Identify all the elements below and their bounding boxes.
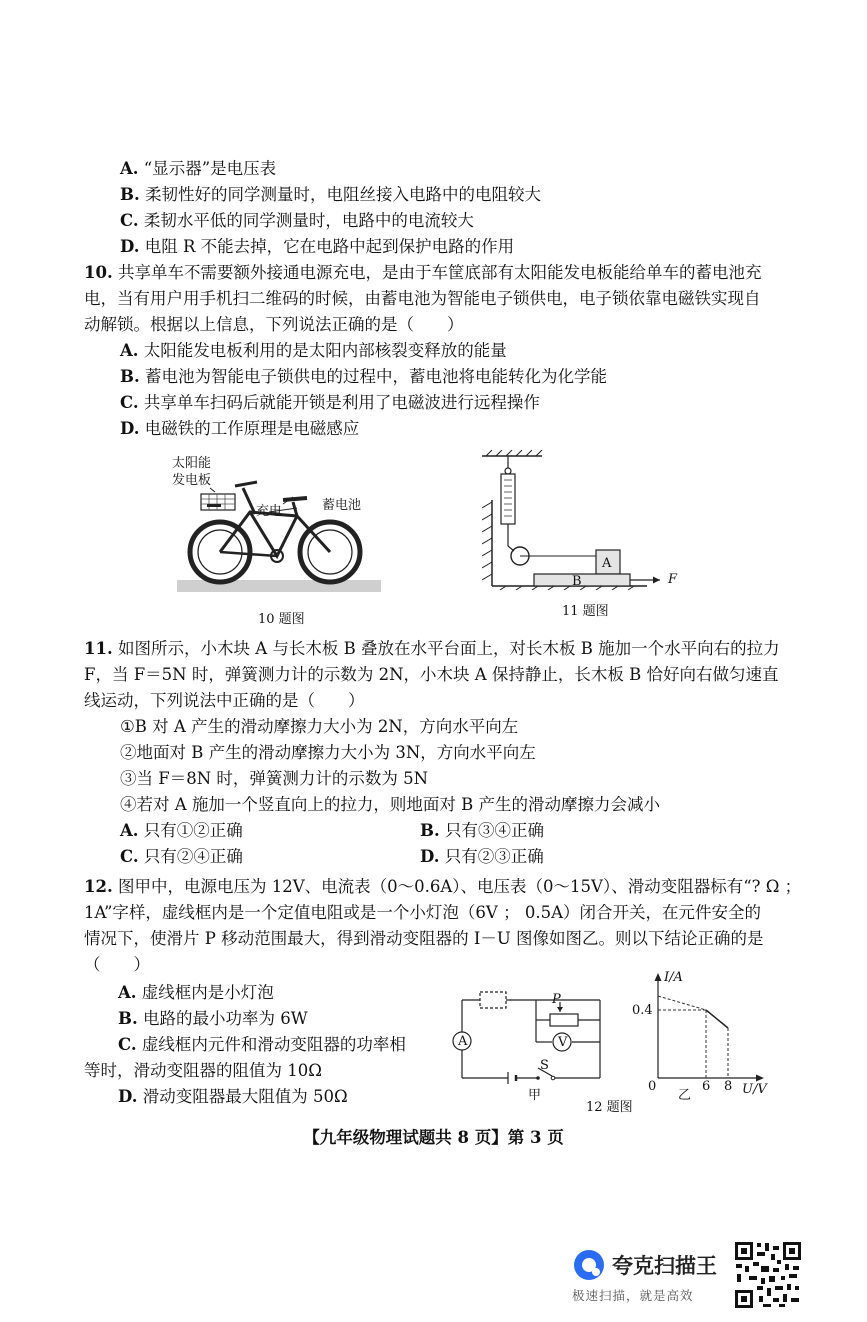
block-a-label: A bbox=[602, 556, 612, 571]
q12-option-d: D. 滑动变阻器最大阻值为 50Ω bbox=[118, 1087, 348, 1106]
board-b bbox=[534, 574, 630, 586]
q11-option-d: D. 只有②③正确 bbox=[420, 847, 544, 866]
qr-code-icon bbox=[733, 1240, 803, 1310]
q10-option-a: A. 太阳能发电板利用的是太阳内部核裂变释放的能量 bbox=[120, 341, 507, 360]
q11-statement-3: ③当 F＝8N 时，弹簧测力计的示数为 5N bbox=[120, 769, 429, 788]
q10-stem-line-3: 动解锁。根据以上信息，下列说法正确的是（ ） bbox=[84, 315, 464, 334]
q9-option-c: C. 柔韧水平低的同学测量时，电路中的电流较大 bbox=[120, 211, 474, 230]
dashed-box bbox=[480, 992, 506, 1008]
q12-stem-line-1: 12. 图甲中，电源电压为 12V、电流表（0～0.6A）、电压表（0～15V）、滑动变阻器标有“? Ω ； bbox=[84, 877, 802, 896]
graph-label: 乙 bbox=[678, 1088, 692, 1103]
q12-option-c-cont: 等时，滑动变阻器的阻值为 10Ω bbox=[84, 1061, 322, 1080]
q12-option-a: A. 虚线框内是小灯泡 bbox=[118, 983, 274, 1002]
q12-stem-line-4: （ ） bbox=[84, 955, 150, 974]
x-axis-label: U/V bbox=[742, 1082, 767, 1097]
bicycle-battery-label: 蓄电池 bbox=[322, 498, 362, 513]
bicycle-charge-label: 充电 bbox=[256, 504, 283, 519]
q11-option-c: C. 只有②④正确 bbox=[120, 847, 243, 866]
page-footer: 【九年级物理试题共 8 页】第 3 页 bbox=[303, 1128, 564, 1147]
q12-stem-line-3: 情况下，使滑片 P 移动范围最大，得到滑动变阻器的 I－U 图像如图乙。则以下结论正确的是 bbox=[84, 929, 764, 948]
q9-option-b: B. 柔韧性好的同学测量时，电阻丝接入电路中的电阻较大 bbox=[120, 185, 541, 204]
iu-graph bbox=[648, 970, 768, 1090]
q11-statement-2: ②地面对 B 产生的滑动摩擦力大小为 3N，方向水平向左 bbox=[120, 743, 536, 762]
rheostat bbox=[550, 1014, 578, 1026]
quark-logo-icon bbox=[572, 1248, 606, 1282]
q10-option-b: B. 蓄电池为智能电子锁供电的过程中，蓄电池将电能转化为化学能 bbox=[120, 367, 607, 386]
q10-stem-line-1: 10. 共享单车不需要额外接通电源充电，是由于车筐底部有太阳能发电板能给单车的蓄电池充 bbox=[84, 263, 762, 282]
figure-11-caption: 11 题图 bbox=[562, 604, 609, 619]
q11-statement-1: ①B 对 A 产生的滑动摩擦力大小为 2N，方向水平向左 bbox=[120, 717, 519, 736]
q11-statement-4: ④若对 A 施加一个竖直向上的拉力，则地面对 B 产生的滑动摩擦力会减小 bbox=[120, 795, 661, 814]
x-tick-6: 6 bbox=[702, 1079, 711, 1094]
figure-10-caption: 10 题图 bbox=[258, 612, 305, 627]
voltmeter-label: V bbox=[558, 1035, 568, 1050]
q11-stem-line-1: 11. 如图所示，小木块 A 与长木板 B 叠放在水平台面上，对长木板 B 施加一个水平向右的拉力 bbox=[84, 639, 780, 658]
brand-name: 夸克扫描王 bbox=[612, 1254, 717, 1278]
bicycle-solar-panel-label: 太阳能 bbox=[172, 456, 212, 471]
q11-option-a: A. 只有①②正确 bbox=[120, 821, 243, 840]
iu-line bbox=[706, 1010, 728, 1028]
y-axis-label: I/A bbox=[664, 970, 683, 985]
q12-stem-line-2: 1A”字样，虚线框内是一个定值电阻或是一个小灯泡（6V ； 0.5A）闭合开关，在元件安全的 bbox=[84, 903, 761, 922]
q10-option-d: D. 电磁铁的工作原理是电磁感应 bbox=[120, 419, 360, 438]
switch-label: S bbox=[540, 1058, 549, 1073]
force-label: F bbox=[668, 572, 678, 587]
q12-option-c: C. 虚线框内元件和滑动变阻器的功率相 bbox=[118, 1035, 406, 1054]
q10-stem-line-2: 电，当有用户用手机扫二维码的时候，由蓄电池为智能电子锁供电，电子锁依靠电磁铁实现自 bbox=[84, 289, 761, 308]
spring-scale bbox=[501, 474, 515, 524]
bicycle-solar-panel-label-2: 发电板 bbox=[172, 473, 212, 488]
friction-figure bbox=[482, 450, 682, 590]
q11-stem-line-2: F，当 F＝5N 时，弹簧测力计的示数为 2N，小木块 A 保持静止，长木板 B 恰好向右做匀速直 bbox=[84, 665, 779, 684]
circuit-figure bbox=[446, 990, 606, 1086]
ammeter-label: A bbox=[458, 1034, 468, 1049]
slider-p-label: P bbox=[552, 992, 561, 1007]
circuit-label: 甲 bbox=[528, 1088, 542, 1103]
origin-label: 0 bbox=[648, 1079, 657, 1094]
q9-option-d: D. 电阻 R 不能去掉，它在电路中起到保护电路的作用 bbox=[120, 237, 515, 256]
q11-stem-line-3: 线运动，下列说法中正确的是（ ） bbox=[84, 691, 365, 710]
q10-option-c: C. 共享单车扫码后就能开锁是利用了电磁波进行远程操作 bbox=[120, 393, 540, 412]
q11-option-b: B. 只有③④正确 bbox=[420, 821, 544, 840]
figure-12-caption: 12 题图 bbox=[586, 1100, 633, 1115]
q9-option-a: A. “显示器”是电压表 bbox=[120, 159, 277, 178]
q12-option-b: B. 电路的最小功率为 6W bbox=[118, 1009, 308, 1028]
board-b-label: B bbox=[572, 574, 582, 589]
x-tick-8: 8 bbox=[724, 1079, 733, 1094]
brand-slogan: 极速扫描，就是高效 bbox=[572, 1288, 694, 1303]
y-tick-label: 0.4 bbox=[632, 1003, 653, 1018]
